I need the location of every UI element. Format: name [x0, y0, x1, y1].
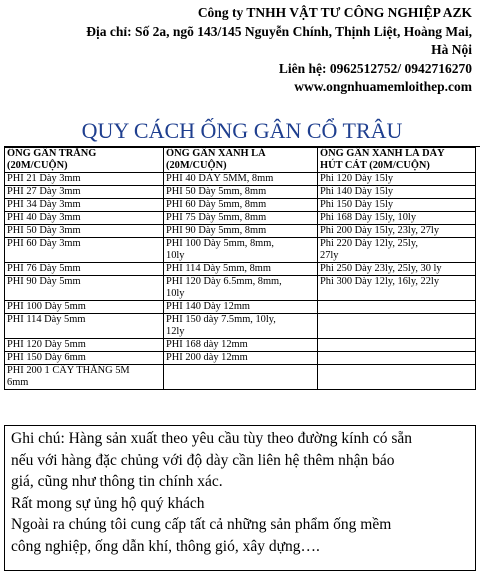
table-row	[5, 301, 476, 314]
table-cell	[164, 365, 318, 390]
column-header-white-pipe: ỐNG GÂN TRẮNG (20M/CUỘN)	[5, 148, 164, 173]
cell-line: PHI 75 Dày 5mm, 8mm	[166, 212, 267, 223]
table-cell	[318, 173, 476, 186]
table-cell	[318, 238, 476, 263]
table-cell	[164, 225, 318, 238]
table-cell	[318, 199, 476, 212]
table-body	[5, 173, 476, 390]
table-row	[5, 186, 476, 199]
table-cell	[318, 365, 476, 390]
page-title: QUY CÁCH ỐNG GÂN CỔ TRÂU	[81, 118, 403, 143]
table-cell	[5, 365, 164, 390]
company-contact: Liên hệ: 0962512752/ 0942716270	[278, 60, 472, 76]
table-cell	[5, 276, 164, 301]
table-row	[5, 352, 476, 365]
table-cell	[164, 173, 318, 186]
table-cell	[5, 238, 164, 263]
table-cell	[5, 314, 164, 339]
note-line: Ghi chú: Hàng sản xuất theo yêu cầu tùy theo đường kính có sẵn	[11, 430, 412, 447]
table-cell	[164, 339, 318, 352]
cell-line: PHI 200 1 CÂY THẲNG 5M	[7, 365, 130, 376]
cell-line: PHI 50 Dày 5mm, 8mm	[166, 186, 267, 197]
cell-line: PHI 120 Dày 5mm	[7, 339, 86, 350]
table-cell	[318, 212, 476, 225]
cell-line: PHI 50 Dày 3mm	[7, 225, 81, 236]
cell-line: Phi 120 Dày 15ly	[320, 173, 394, 184]
cell-line: PHI 114 Dày 5mm, 8mm	[166, 263, 271, 274]
cell-line: 27ly	[320, 250, 339, 261]
table-cell	[5, 173, 164, 186]
cell-line: Phi 168 Dày 15ly, 10ly	[320, 212, 417, 223]
cell-line: 10ly	[166, 288, 185, 299]
cell-line: Phi 150 Dày 15ly	[320, 199, 394, 210]
company-header	[2, 4, 472, 97]
cell-line: PHI 150 Dày 6mm	[7, 352, 86, 363]
cell-line: PHI 120 Dày 6.5mm, 8mm,	[166, 276, 282, 287]
table-cell	[318, 186, 476, 199]
cell-line: 12ly	[166, 326, 185, 337]
cell-line: PHI 60 Dày 5mm, 8mm	[166, 199, 267, 210]
cell-line: PHI 100 Dày 5mm	[7, 301, 86, 312]
table-cell	[164, 263, 318, 276]
table-row	[5, 225, 476, 238]
pipe-spec-table	[4, 147, 476, 390]
cell-line: 6mm	[7, 377, 29, 388]
table-row	[5, 212, 476, 225]
table-cell	[164, 276, 318, 301]
table-cell	[5, 339, 164, 352]
cell-line: PHI 90 Dày 5mm	[7, 276, 81, 287]
table-cell	[164, 212, 318, 225]
table-row	[5, 276, 476, 301]
cell-line: PHI 76 Dày 5mm	[7, 263, 81, 274]
table-cell	[164, 238, 318, 263]
column-header-green-pipe: ỐNG GÂN XANH LÁ (20M/CUỘN)	[164, 148, 318, 173]
cell-line: Phi 300 Dày 12ly, 16ly, 22ly	[320, 276, 440, 287]
note-line: nếu với hàng đặc chủng với độ dày cần liên hệ thêm nhận báo	[11, 451, 395, 469]
table-cell	[318, 352, 476, 365]
cell-line: PHI 21 Dày 3mm	[7, 173, 81, 184]
table-cell	[318, 225, 476, 238]
cell-line: PHI 40 DÀY 5MM, 8mm	[166, 173, 274, 184]
note-line: Rất mong sự ủng hộ quý khách	[11, 494, 205, 512]
table-row	[5, 314, 476, 339]
table-row	[5, 199, 476, 212]
table-cell	[5, 301, 164, 314]
company-name: Công ty TNHH VẬT TƯ CÔNG NGHIỆP AZK	[197, 5, 472, 20]
table-row	[5, 339, 476, 352]
cell-line: PHI 140 Dày 12mm	[166, 301, 250, 312]
table-cell	[5, 186, 164, 199]
cell-line: PHI 114 Dày 5mm	[7, 314, 86, 325]
cell-line: PHI 60 Dày 3mm	[7, 238, 81, 249]
table-row	[5, 365, 476, 390]
company-address-city: Hà Nội	[431, 42, 472, 57]
table-cell	[5, 212, 164, 225]
table-cell	[164, 186, 318, 199]
company-website: www.ongnhuamemloithep.com	[294, 79, 472, 94]
cell-line: PHI 27 Dày 3mm	[7, 186, 81, 197]
cell-line: PHI 168 dày 12mm	[166, 339, 248, 350]
cell-line: Phi 250 Dày 23ly, 25ly, 30 ly	[320, 263, 442, 274]
note-line: công nghiệp, ống dẫn khí, thông gió, xây dựng….	[11, 537, 320, 555]
table-cell	[5, 263, 164, 276]
table-cell	[5, 225, 164, 238]
table-cell	[318, 263, 476, 276]
cell-line: 10ly	[166, 250, 185, 261]
cell-line: Phi 220 Dày 12ly, 25ly,	[320, 238, 418, 249]
cell-line: PHI 100 Dày 5mm, 8mm,	[166, 238, 274, 249]
table-row	[5, 238, 476, 263]
table-cell	[164, 352, 318, 365]
table-row	[5, 263, 476, 276]
table-header-row	[5, 148, 476, 173]
cell-line: Phi 140 Dày 15ly	[320, 186, 394, 197]
note-box	[4, 425, 476, 571]
table-cell	[5, 352, 164, 365]
cell-line: PHI 200 dày 12mm	[166, 352, 248, 363]
table-cell	[318, 339, 476, 352]
cell-line: PHI 34 Dày 3mm	[7, 199, 81, 210]
note-line: giá, cũng như thông tin chính xác.	[11, 473, 223, 490]
table-cell	[318, 301, 476, 314]
table-cell	[318, 276, 476, 301]
table-cell	[318, 314, 476, 339]
table-cell	[5, 199, 164, 212]
cell-line: PHI 150 dày 7.5mm, 10ly,	[166, 314, 276, 325]
table-row	[5, 173, 476, 186]
note-line: Ngoài ra chúng tôi cung cấp tất cả những sản phẩm ống mềm	[11, 516, 392, 533]
table-cell	[164, 314, 318, 339]
cell-line: Phi 200 Dày 15ly, 23ly, 27ly	[320, 225, 440, 236]
table-cell	[164, 199, 318, 212]
company-address: Địa chỉ: Số 2a, ngõ 143/145 Nguyễn Chính, Thịnh Liệt, Hoàng Mai,	[86, 23, 472, 39]
cell-line: PHI 90 Dày 5mm, 8mm	[166, 225, 267, 236]
table-cell	[164, 301, 318, 314]
column-header-green-thick-pipe: ỐNG GÂN XANH LÁ DÀY HÚT CÁT (20M/CUỘN)	[318, 148, 476, 173]
cell-line: PHI 40 Dày 3mm	[7, 212, 81, 223]
